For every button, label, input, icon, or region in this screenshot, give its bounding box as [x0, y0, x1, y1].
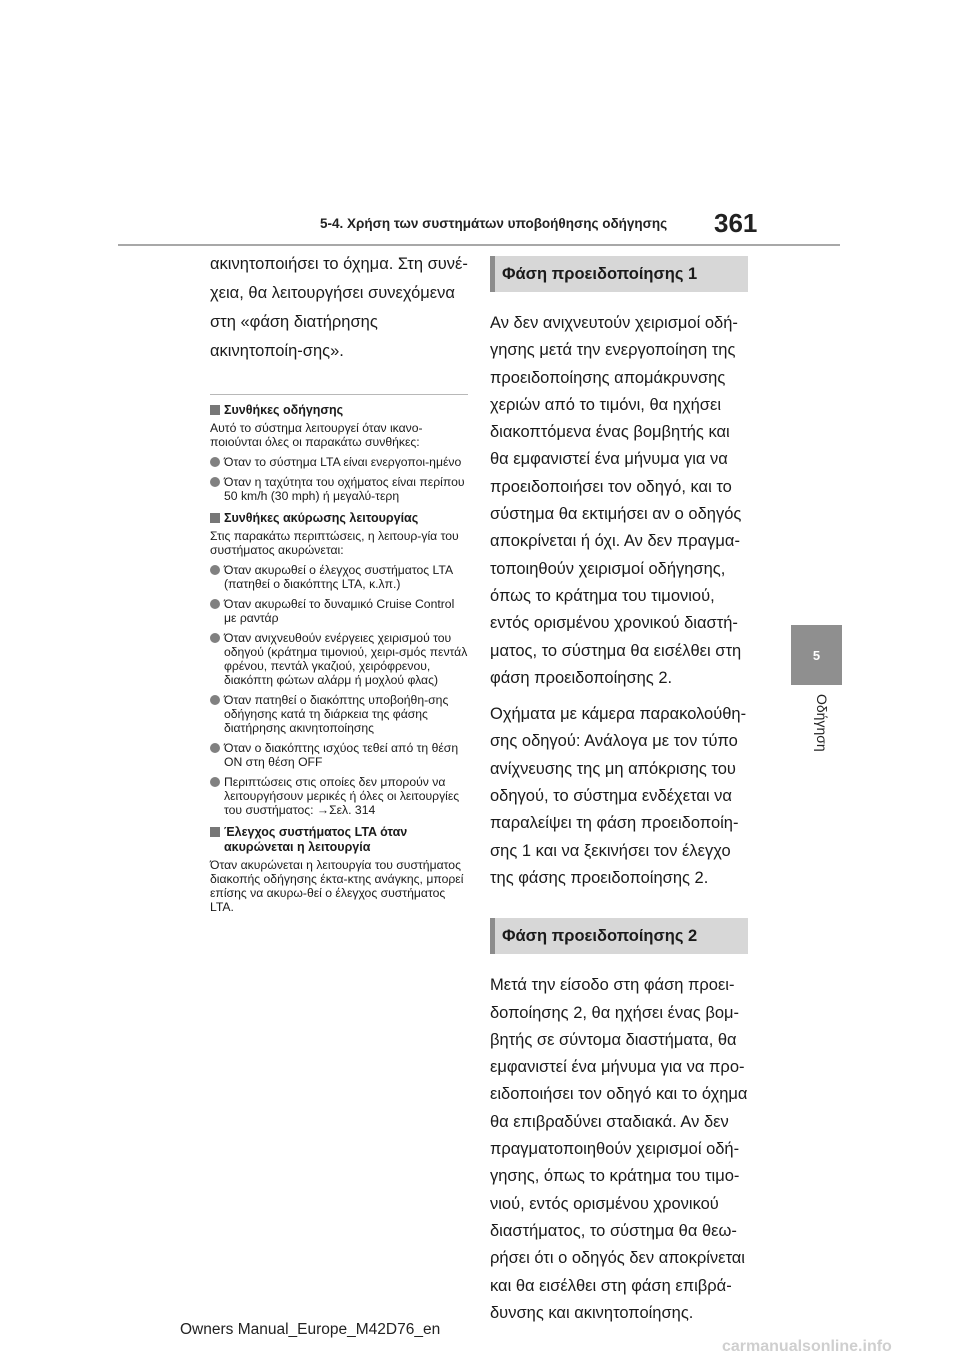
- intro-paragraph: ακινητοποιήσει το όχημα. Στη συνέ-χεια, θα λειτουργήσει συνεχόμενα στη «φάση διατήρησης ακινητοποίη-σης».: [210, 255, 468, 360]
- lta-control-section: [210, 825, 468, 914]
- round-bullet-icon: [210, 599, 220, 609]
- phase-1-paragraph: Αν δεν ανιχνευτούν χειρισμοί οδή-γησης μετά την ενεργοποίηση της προειδοποίησης απομάκρυνσης χεριών από το τιμόνι, θα ηχήσει διακοπτόμενα ένας βομβητής και θα εμφανιστεί ένα μήνυμα για να προειδοποιήσει τον οδηγό, και το σύστημα θα εκτιμήσει αν ο οδηγός αποκρίνεται ή όχι. Αν δεν πραγμα-τοποιηθούν χειρισμοί οδήγησης, όπως το κράτημα του τιμονιού, εντός ορισμένου χρονικού διαστή-ματος, το σύστημα θα εισέλθει στη φάση προειδοποίησης 2.: [490, 314, 742, 687]
- list-item: Περιπτώσεις στις οποίες δεν μπορούν να λειτουργήσουν μερικές ή όλες οι λειτουργίες του συστήματος: →Σελ. 314: [210, 775, 468, 817]
- list-item: Όταν ο διακόπτης ισχύος τεθεί από τη θέση ON στη θέση OFF: [210, 741, 468, 769]
- list-item: Όταν ανιχνευθούν ενέργειες χειρισμού του οδηγού (κράτημα τιμονιού, χειρι-σμός πεντάλ φρένου, πεντάλ γκαζιού, χειρόφρενου, διακόπτη φώτων αλάρμ ή μοχλού φλας): [210, 631, 468, 687]
- square-bullet-icon: [210, 513, 220, 523]
- round-bullet-icon: [210, 477, 220, 487]
- square-bullet-icon: [210, 827, 220, 837]
- phase-2-heading: Φάση προειδοποίησης 2: [490, 918, 748, 954]
- list-item: Όταν η ταχύτητα του οχήματος είναι περίπου 50 km/h (30 mph) ή μεγαλύ-τερη: [210, 475, 468, 503]
- section-heading: Έλεγχος συστήματος LTA όταν ακυρώνεται η λειτουργία: [210, 825, 468, 855]
- section-heading: Συνθήκες ακύρωσης λειτουργίας: [210, 511, 468, 526]
- round-bullet-icon: [210, 457, 220, 467]
- square-bullet-icon: [210, 405, 220, 415]
- header-divider: [118, 244, 840, 246]
- chapter-label: Οδήγηση: [814, 694, 830, 752]
- driving-conditions-section: [210, 403, 468, 503]
- section-divider: [210, 394, 468, 395]
- right-column: [490, 256, 752, 1327]
- cancel-conditions-section: [210, 511, 468, 817]
- section-text: Αυτό το σύστημα λειτουργεί όταν ικανο-ποιούνται όλες οι παρακάτω συνθήκες:: [210, 421, 423, 449]
- round-bullet-icon: [210, 695, 220, 705]
- manual-id: Owners Manual_Europe_M42D76_en: [180, 1321, 441, 1338]
- chapter-number: 5: [812, 647, 821, 663]
- watermark: carmanualsonline.info: [722, 1338, 892, 1355]
- left-column: [210, 250, 468, 920]
- section-text: Στις παρακάτω περιπτώσεις, η λειτουρ-γία του συστήματος ακυρώνεται:: [210, 529, 459, 557]
- round-bullet-icon: [210, 633, 220, 643]
- section-title: 5-4. Χρήση των συστημάτων υποβοήθησης οδήγησης: [320, 216, 668, 231]
- page-number: 361: [714, 208, 758, 238]
- list-item: Όταν το σύστημα LTA είναι ενεργοποι-ημένο: [210, 455, 468, 469]
- list-item: Όταν πατηθεί ο διακόπτης υποβοήθη-σης οδήγησης κατά τη διάρκεια της φάσης διατήρησης ακινητοποίησης: [210, 693, 468, 735]
- round-bullet-icon: [210, 743, 220, 753]
- list-item: Όταν ακυρωθεί ο έλεγχος συστήματος LTA (πατηθεί ο διακόπτης LTA, κ.λπ.): [210, 563, 468, 591]
- chapter-tab[interactable]: [791, 625, 842, 685]
- list-item: Όταν ακυρωθεί το δυναμικό Cruise Control με ραντάρ: [210, 597, 468, 625]
- phase-1-paragraph: Οχήματα με κάμερα παρακολούθη-σης οδηγού: Ανάλογα με τον τύπο ανίχνευσης της μη απόκρισης του οδηγού, το σύστημα ενδέχεται να παραλείψει τη φάση προειδοποίη-σης 1 και να ξεκινήσει τον έλεγχο της φάσης προειδοποίησης 2.: [490, 705, 747, 887]
- section-heading: Συνθήκες οδήγησης: [210, 403, 468, 418]
- phase-2-paragraph: Μετά την είσοδο στη φάση προει-δοποίησης 2, θα ηχήσει ένας βομ-βητής σε σύντομα διαστήματα, θα εμφανιστεί ένα μήνυμα για να προ-ειδοποιήσει τον οδηγό και το όχημα θα επιβραδύνει σταδιακά. Αν δεν πραγματοποιηθούν χειρισμοί οδή-γησης, όπως το κράτημα του τιμο-νιού, εντός ορισμένου χρονικού διαστήματος, το σύστημα θα θεω-ρήσει ότι ο οδηγός δεν αποκρίνεται και θα εισέλθει στη φάση επιβρά-δυνσης και ακινητοποίησης.: [490, 976, 748, 1322]
- round-bullet-icon: [210, 565, 220, 575]
- section-text: Όταν ακυρώνεται η λειτουργία του συστήματος διακοπής οδήγησης έκτα-κτης ανάγκης, μπορεί επίσης να ακυρω-θεί ο έλεγχος συστήματος LTA.: [210, 858, 464, 914]
- round-bullet-icon: [210, 777, 220, 787]
- phase-1-heading: Φάση προειδοποίησης 1: [490, 256, 748, 292]
